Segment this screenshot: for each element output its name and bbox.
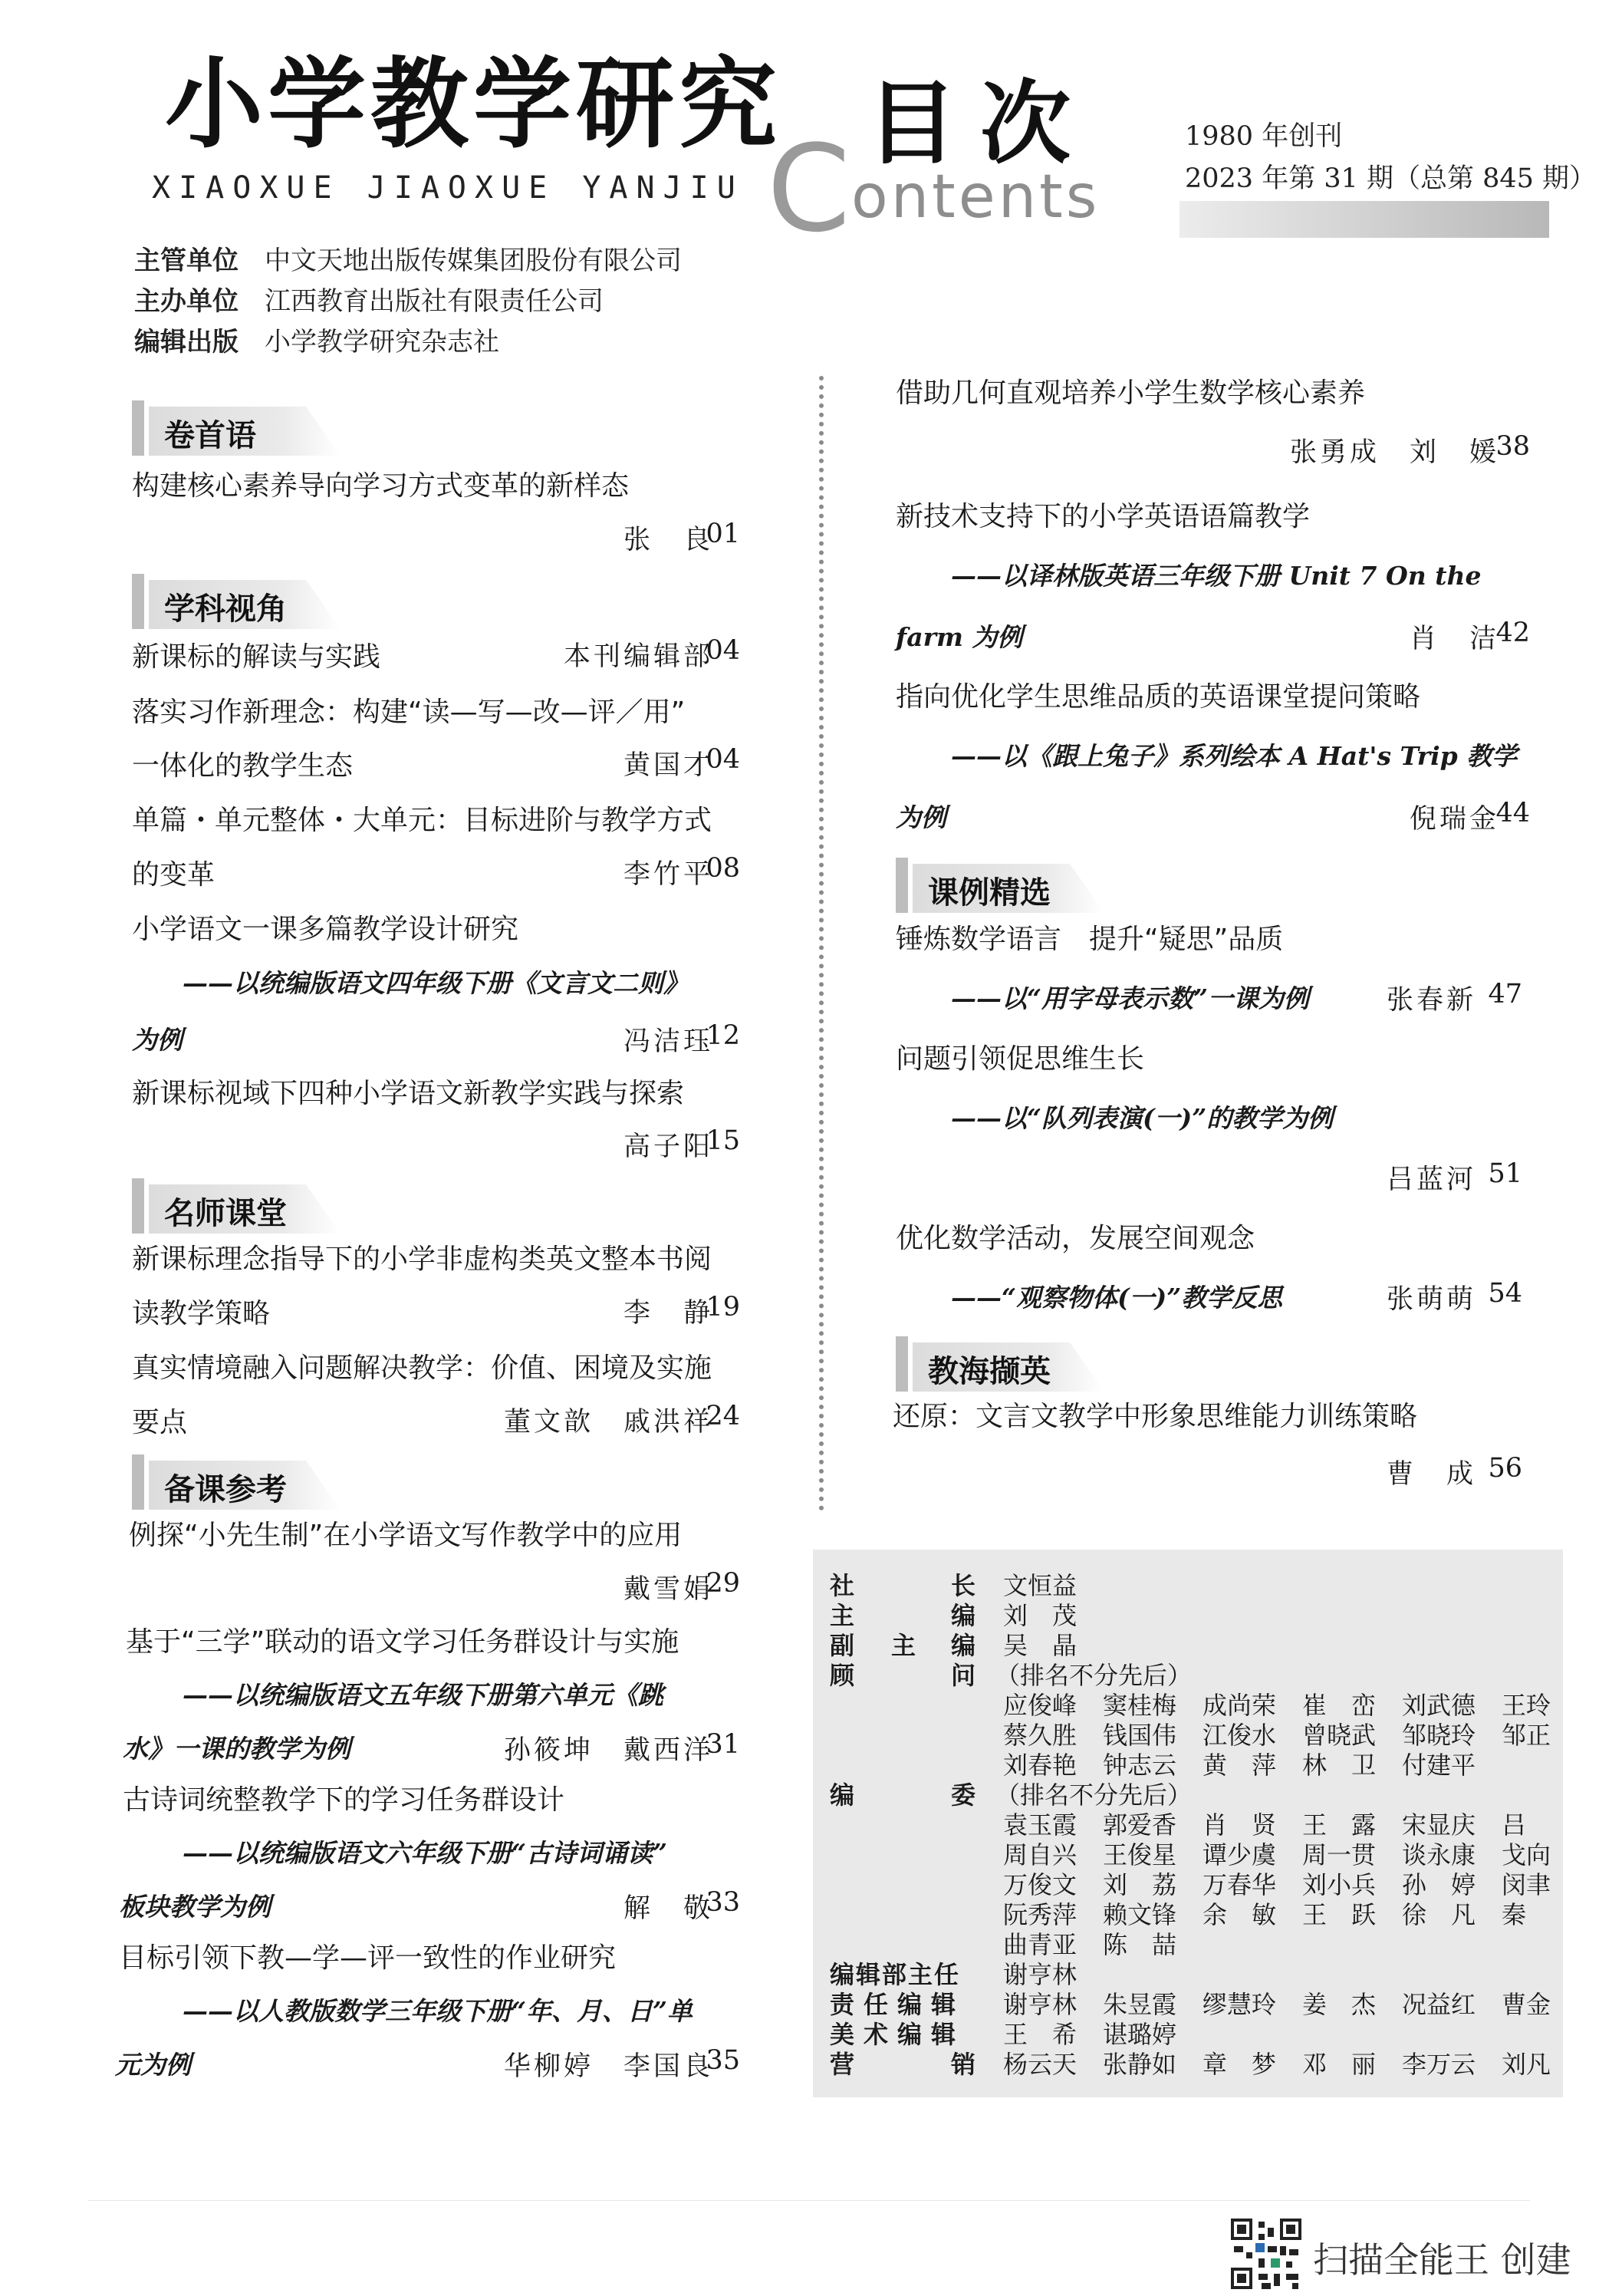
article-subtitle: ——以《跟上兔子》系列绘本 A Hat's Trip 教学	[951, 741, 1518, 771]
section-title: 教海撷英	[928, 1353, 1051, 1389]
article-author: 华柳婷 李国良	[503, 2051, 713, 2082]
article-page: 04	[706, 635, 740, 666]
article-author: 肖 洁	[1409, 624, 1499, 654]
staff-label: 编	[951, 1601, 976, 1630]
staff-label: 编	[830, 1780, 855, 1810]
publisher-value: 江西教育出版社有限责任公司	[265, 286, 604, 317]
article-subtitle: ——以统编版语文六年级下册“古诗词诵读”	[183, 1838, 667, 1868]
staff-label: 主	[891, 1631, 916, 1660]
staff-name: 刘凡	[1502, 2050, 1551, 2079]
section-title: 名师课堂	[164, 1195, 287, 1231]
article-subtitle: ——以“队列表演(一)”的教学为例	[951, 1103, 1334, 1133]
staff-label: 主	[830, 1601, 855, 1630]
article-author: 李 静	[623, 1298, 713, 1329]
staff-name: 成尚荣	[1203, 1691, 1277, 1720]
founded-year: 1980 年创刊	[1185, 121, 1343, 152]
staff-label: 编	[951, 1631, 976, 1660]
article-title[interactable]: 构建核心素养导向学习方式变革的新样态	[132, 470, 630, 502]
staff-name: 周自兴	[1003, 1840, 1077, 1869]
staff-name: 张静如	[1103, 2050, 1177, 2079]
staff-name: 钟志云	[1103, 1751, 1177, 1780]
staff-name: 戈向	[1502, 1840, 1551, 1869]
staff-value: 文恒益	[1003, 1571, 1077, 1600]
article-page: 04	[706, 744, 740, 775]
article-page: 42	[1495, 618, 1530, 648]
staff-name: 黄 萍	[1203, 1751, 1277, 1780]
article-subtitle-cont: 为例	[132, 1025, 183, 1055]
article-title[interactable]: 例探“小先生制”在小学语文写作教学中的应用	[129, 1520, 683, 1551]
staff-name: 刘春艳	[1003, 1751, 1077, 1780]
staff-name: 曹金	[1502, 1990, 1551, 2019]
article-author: 黄国才	[623, 750, 713, 781]
article-page: 35	[706, 2045, 740, 2076]
staff-value: 吴 晶	[1003, 1631, 1077, 1660]
staff-name: 邹正	[1502, 1721, 1551, 1750]
staff-name: 朱昱霞	[1103, 1990, 1177, 2019]
staff-name: 万俊文	[1003, 1870, 1077, 1899]
staff-name: 邹晓玲	[1402, 1721, 1476, 1750]
column-divider	[819, 376, 824, 1511]
publisher-label: 编辑出版	[134, 327, 239, 357]
article-page: 08	[706, 853, 740, 884]
article-page: 12	[706, 1020, 740, 1051]
article-title[interactable]: 新课标理念指导下的小学非虚构类英文整本书阅	[132, 1244, 712, 1275]
article-title[interactable]: 古诗词统整教学下的学习任务群设计	[123, 1784, 565, 1816]
issue-decor-bar	[1179, 201, 1549, 238]
staff-label: 问	[951, 1661, 976, 1690]
section-title: 卷首语	[164, 417, 256, 453]
staff-name: 刘 荔	[1103, 1870, 1177, 1899]
article-subtitle: ——以译林版英语三年级下册 Unit 7 On the	[951, 561, 1482, 591]
article-subtitle: ——以人教版数学三年级下册“年、月、日”单	[183, 1996, 693, 2026]
staff-name: 王 希	[1003, 2020, 1077, 2049]
staff-name: 谈永康	[1402, 1840, 1476, 1869]
editorial-staff-box	[813, 1550, 1563, 2097]
article-author: 张春新	[1386, 985, 1476, 1016]
article-title[interactable]: 落实习作新理念：构建“读—写—改—评／用”	[132, 697, 686, 728]
staff-name: 王俊星	[1103, 1840, 1177, 1869]
article-author: 解 敬	[623, 1893, 713, 1924]
staff-name: 闵聿	[1502, 1870, 1551, 1899]
article-title[interactable]: 小学语文一课多篇教学设计研究	[132, 914, 519, 945]
journal-title: 小学教学研究	[165, 47, 782, 162]
article-title[interactable]: 真实情境融入问题解决教学：价值、困境及实施	[132, 1352, 712, 1384]
staff-name: 万春华	[1203, 1870, 1277, 1899]
article-author: 张勇成 刘 媛	[1289, 437, 1499, 468]
staff-name: 蔡久胜	[1003, 1721, 1077, 1750]
article-author: 董文歆 戚洪祥	[503, 1407, 713, 1438]
issue-number: 2023 年第 31 期（总第 845 期）	[1185, 163, 1597, 194]
staff-name: 杨云天	[1003, 2050, 1077, 2079]
article-title[interactable]: 借助几何直观培养小学生数学核心素养	[896, 377, 1366, 409]
section-title: 课例精选	[928, 875, 1051, 911]
section-title: 备课参考	[164, 1471, 287, 1507]
staff-name: 缪慧玲	[1203, 1990, 1277, 2019]
article-author: 本刊编辑部	[563, 641, 713, 672]
staff-name: 曲青亚	[1003, 1930, 1077, 1959]
article-page: 15	[706, 1125, 740, 1156]
article-author: 曹 成	[1386, 1459, 1476, 1490]
article-page: 19	[706, 1292, 740, 1323]
article-page: 51	[1488, 1158, 1522, 1189]
article-title[interactable]: 锤炼数学语言 提升“疑思”品质	[896, 924, 1284, 955]
staff-name: 吕	[1502, 1810, 1527, 1840]
publisher-row	[134, 239, 682, 277]
staff-name: 宋显庆	[1402, 1810, 1476, 1840]
article-subtitle: ——以统编版语文五年级下册第六单元《跳	[183, 1680, 663, 1710]
staff-label: 长	[951, 1571, 976, 1600]
staff-name: 周一贯	[1302, 1840, 1377, 1869]
staff-name: 赖文锋	[1103, 1900, 1177, 1929]
article-title-cont[interactable]: 要点	[132, 1407, 188, 1438]
staff-name: 余 敏	[1203, 1900, 1277, 1929]
article-author: 高子阳	[623, 1132, 713, 1162]
article-subtitle: ——“观察物体(一)”教学反思	[951, 1283, 1283, 1313]
toc-heading: 目次	[867, 71, 1094, 176]
contents-logo-c: C	[767, 119, 850, 259]
article-title[interactable]: 新课标视域下四种小学语文新教学实践与探索	[132, 1078, 685, 1109]
staff-name: 刘小兵	[1302, 1870, 1377, 1899]
article-subtitle-cont: farm 为例	[896, 622, 1023, 652]
staff-name: 王 露	[1302, 1810, 1377, 1840]
staff-name: 崔 峦	[1302, 1691, 1377, 1720]
staff-name: 孙 婷	[1402, 1870, 1476, 1899]
article-title[interactable]: 新课标的解读与实践	[132, 641, 381, 673]
article-title[interactable]: 问题引领促思维生长	[896, 1043, 1145, 1075]
article-page: 31	[706, 1729, 740, 1760]
article-subtitle: ——以统编版语文四年级下册《文言文二则》	[183, 968, 689, 998]
article-subtitle-cont: 水》一课的教学为例	[123, 1734, 350, 1764]
staff-name: 曾晓武	[1302, 1721, 1377, 1750]
publisher-value: 中文天地出版传媒集团股份有限公司	[265, 245, 682, 276]
article-author: 张萌萌	[1386, 1284, 1476, 1315]
staff-name: 章 梦	[1203, 2050, 1277, 2079]
scanner-watermark: 扫描全能王 创建	[1313, 2239, 1571, 2281]
article-subtitle-cont: 元为例	[115, 2050, 191, 2080]
staff-label: 社	[830, 1571, 855, 1600]
article-title-cont[interactable]: 一体化的教学生态	[132, 750, 354, 782]
article-author: 戴雪娟	[623, 1574, 713, 1605]
staff-label: 委	[951, 1780, 976, 1810]
staff-label: 美术编辑	[830, 2020, 966, 2049]
article-page: 47	[1488, 979, 1522, 1010]
article-author: 张 良	[623, 525, 713, 555]
article-page: 44	[1495, 798, 1530, 828]
article-subtitle-cont: 为例	[896, 802, 946, 832]
publisher-label: 主办单位	[134, 286, 239, 317]
article-title[interactable]: 新技术支持下的小学英语语篇教学	[896, 501, 1311, 532]
publisher-label: 主管单位	[134, 245, 239, 276]
staff-name: 应俊峰	[1003, 1691, 1077, 1720]
staff-name: 郭爱香	[1103, 1810, 1177, 1840]
article-title[interactable]: 优化数学活动，发展空间观念	[896, 1223, 1255, 1254]
publisher-row	[134, 280, 604, 318]
staff-name: 付建平	[1402, 1751, 1476, 1780]
article-page: 54	[1488, 1278, 1522, 1309]
staff-name: 陈 喆	[1103, 1930, 1177, 1959]
staff-name: 刘武德	[1402, 1691, 1476, 1720]
article-title[interactable]: 目标引领下教—学—评一致性的作业研究	[119, 1942, 617, 1974]
staff-name: 谢亨林	[1003, 1990, 1077, 2019]
staff-label: 副	[830, 1631, 855, 1660]
staff-name: 阮秀萍	[1003, 1900, 1077, 1929]
journal-pinyin: XIAOXUE JIAOXUE YANJIU	[152, 170, 744, 206]
article-title[interactable]: 基于“三学”联动的语文学习任务群设计与实施	[126, 1626, 679, 1658]
staff-name: 王玲	[1502, 1691, 1551, 1720]
article-author: 孙筱坤 戴西洋	[503, 1735, 713, 1766]
footer-divider	[88, 2200, 1530, 2201]
article-page: 29	[706, 1568, 740, 1599]
publisher-value: 小学教学研究杂志社	[265, 327, 499, 357]
staff-name: 姜 杰	[1302, 1990, 1377, 2019]
staff-name: 林 卫	[1302, 1751, 1377, 1780]
staff-note: （排名不分先后）	[995, 1661, 1193, 1690]
staff-name: 谭少虞	[1203, 1840, 1277, 1869]
article-title-cont[interactable]: 读教学策略	[132, 1298, 271, 1329]
staff-name: 王 跃	[1302, 1900, 1377, 1929]
article-author: 李竹平	[623, 859, 713, 890]
article-title[interactable]: 还原：文言文教学中形象思维能力训练策略	[893, 1401, 1418, 1432]
staff-name: 窦桂梅	[1103, 1691, 1177, 1720]
article-title-cont[interactable]: 的变革	[132, 859, 215, 891]
article-title[interactable]: 指向优化学生思维品质的英语课堂提问策略	[896, 681, 1421, 713]
staff-value: 刘 茂	[1003, 1601, 1077, 1630]
staff-name: 秦	[1502, 1900, 1527, 1929]
staff-label: 销	[951, 2050, 976, 2079]
article-subtitle-cont: 板块教学为例	[119, 1892, 271, 1922]
article-author: 倪瑞金	[1409, 804, 1499, 835]
article-author: 冯洁珏	[623, 1026, 713, 1057]
staff-label: 营	[830, 2050, 855, 2079]
staff-name: 李万云	[1402, 2050, 1476, 2079]
staff-label: 顾	[830, 1661, 855, 1690]
article-subtitle: ——以“用字母表示数”一课为例	[951, 983, 1309, 1013]
article-page: 24	[706, 1401, 740, 1431]
staff-name: 况益红	[1402, 1990, 1476, 2019]
article-page: 01	[706, 519, 740, 549]
staff-name: 袁玉霞	[1003, 1810, 1077, 1840]
staff-name: 江俊水	[1203, 1721, 1277, 1750]
article-title[interactable]: 单篇・单元整体・大单元：目标进阶与教学方式	[132, 805, 712, 836]
staff-value: 谢亨林	[1003, 1960, 1077, 1989]
publisher-row	[134, 321, 499, 358]
qr-code-icon	[1231, 2219, 1301, 2289]
staff-note: （排名不分先后）	[995, 1780, 1193, 1810]
article-page: 38	[1495, 431, 1530, 462]
staff-name: 徐 凡	[1402, 1900, 1476, 1929]
staff-name: 肖 贤	[1203, 1810, 1277, 1840]
staff-name: 谌璐婷	[1103, 2020, 1177, 2049]
section-title: 学科视角	[164, 591, 287, 627]
staff-label: 责任编辑	[830, 1990, 966, 2019]
staff-name: 钱国伟	[1103, 1721, 1177, 1750]
article-page: 33	[706, 1887, 740, 1918]
staff-name: 邓 丽	[1302, 2050, 1377, 2079]
staff-label: 编辑部主任	[830, 1960, 961, 1989]
contents-logo-text: ontents	[851, 163, 1101, 232]
article-page: 56	[1488, 1453, 1522, 1484]
article-author: 吕蓝河	[1386, 1164, 1476, 1195]
